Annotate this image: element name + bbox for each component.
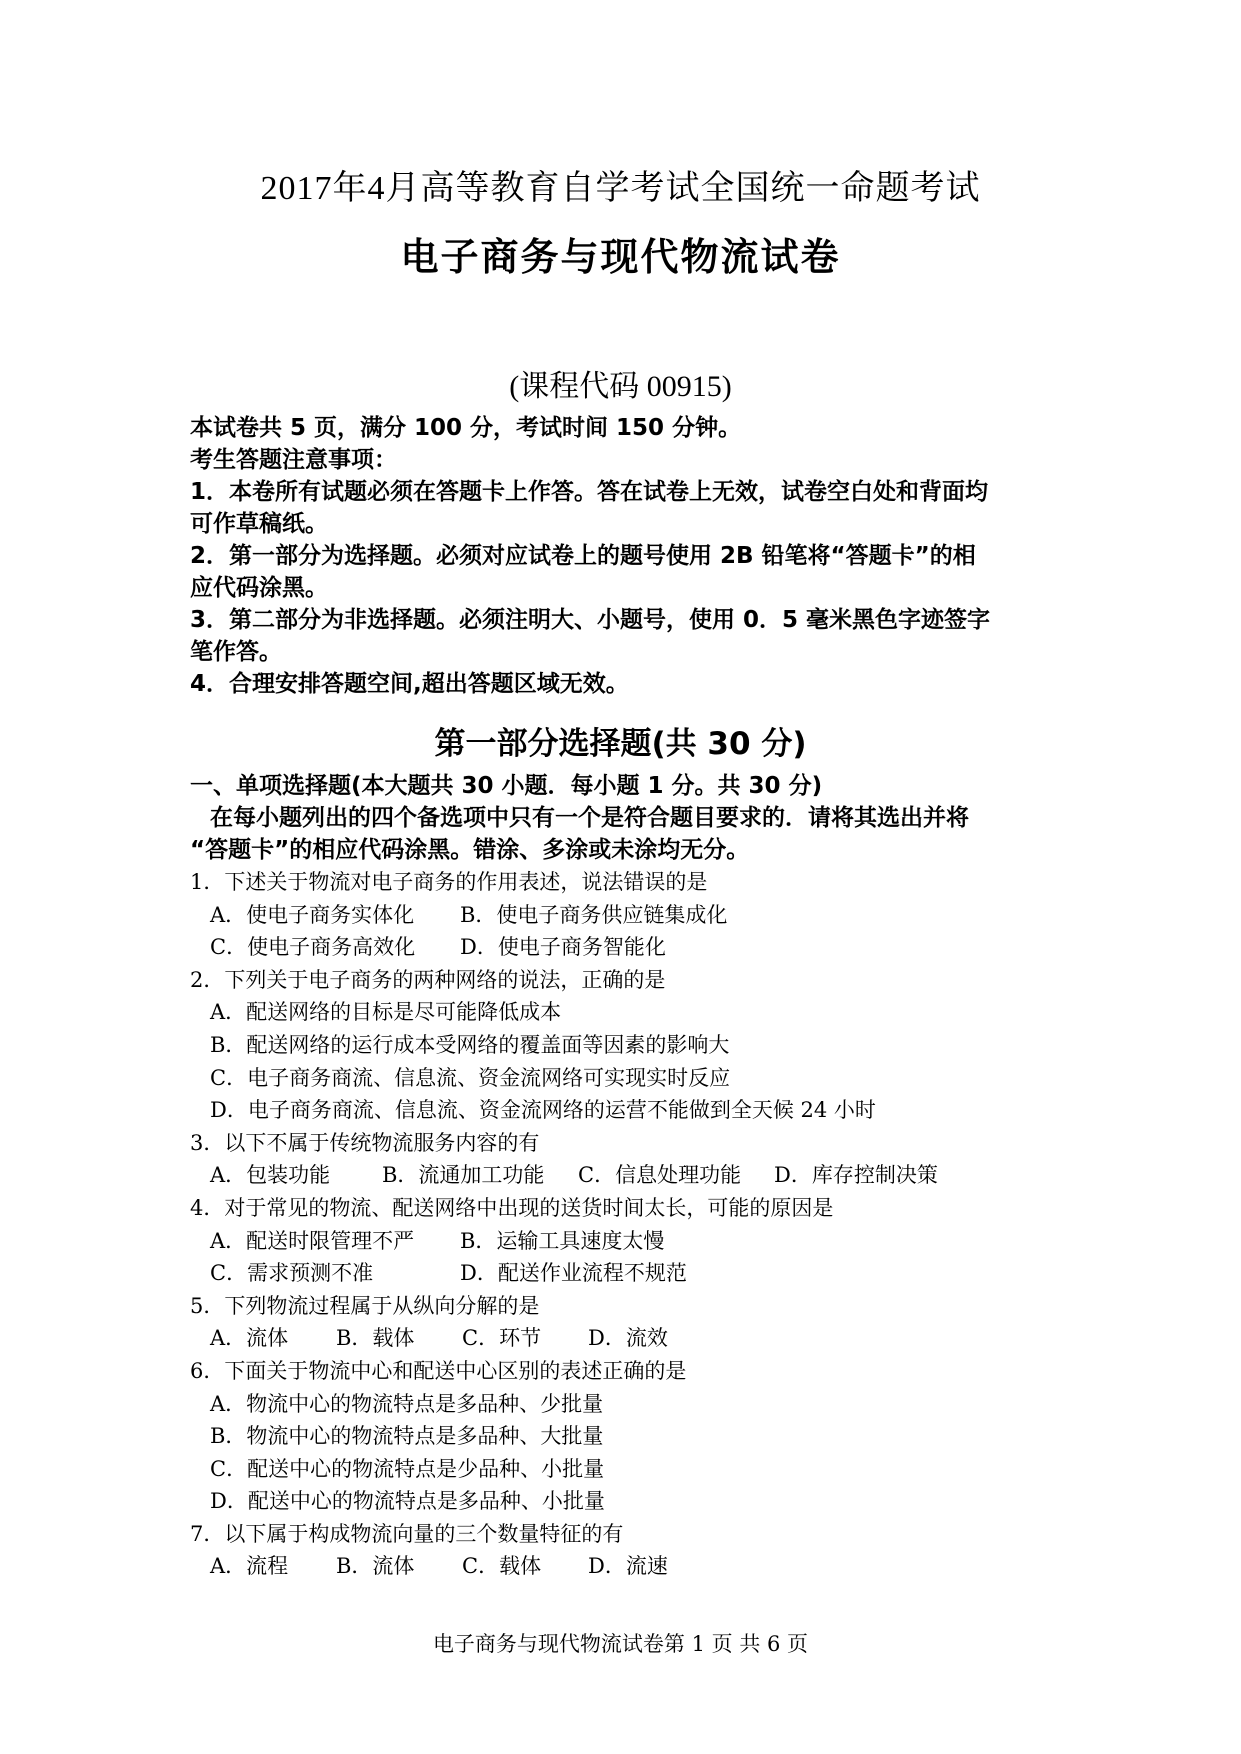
question-stem: 1．下述关于物流对电子商务的作用表述，说法错误的是: [190, 870, 708, 894]
section-single-choice: [190, 770, 1060, 866]
option-c: C．电子商务商流、信息流、资金流网络可实现实时反应: [210, 1065, 731, 1090]
option-c: C．信息处理功能: [578, 1163, 742, 1188]
notice-line: 应代码涂黑。: [190, 575, 328, 601]
option-row: [190, 1225, 1060, 1258]
option-row: [190, 1485, 1060, 1518]
notice-line: 本试卷共 5 页，满分 100 分，考试时间 150 分钟。: [190, 415, 742, 441]
option-row: [190, 1550, 1060, 1583]
notice-line: 2．第一部分为选择题。必须对应试卷上的题号使用 2B 铅笔将“答题卡”的相: [190, 543, 976, 569]
question-list: [190, 866, 1060, 1583]
course-code: (课程代码 00915): [509, 370, 732, 403]
notice-line: 4．合理安排答题空间,超出答题区域无效。: [190, 671, 629, 697]
question-stem: 4．对于常见的物流、配送网络中出现的送货时间太长，可能的原因是: [190, 1195, 834, 1220]
option-c: C．配送中心的物流特点是少品种、小批量: [210, 1456, 605, 1481]
option-row: [190, 1257, 1060, 1290]
option-c: C．环节: [462, 1326, 542, 1351]
option-row: [190, 931, 1060, 964]
option-a: A．流程: [210, 1554, 289, 1579]
option-a: A．配送网络的目标是尽可能降低成本: [210, 1000, 562, 1025]
option-row: [190, 899, 1060, 932]
option-row: [190, 1453, 1060, 1486]
option-c: C．载体: [462, 1554, 542, 1579]
section-instruction: “答题卡”的相应代码涂黑。错涂、多涂或未涂均无分。: [190, 837, 750, 863]
exam-heading: 2017年4月高等教育自学考试全国统一命题考试: [260, 170, 981, 207]
notice-line: 1．本卷所有试题必须在答题卡上作答。答在试卷上无效，试卷空白处和背面均: [190, 479, 989, 505]
question-stem: 2．下列关于电子商务的两种网络的说法，正确的是: [190, 967, 666, 992]
question-stem: 6．下面关于物流中心和配送中心区别的表述正确的是: [190, 1358, 687, 1383]
option-a: A．使电子商务实体化: [210, 902, 415, 927]
option-d: D．电子商务商流、信息流、资金流网络的运营不能做到全天候 24 小时: [210, 1098, 876, 1123]
option-b: B．配送网络的运行成本受网络的覆盖面等因素的影响大: [210, 1032, 730, 1057]
option-row: [190, 1420, 1060, 1453]
section-instruction: 在每小题列出的四个备选项中只有一个是符合题目要求的．请将其选出并将: [210, 805, 969, 831]
option-c: C．需求预测不准: [210, 1261, 374, 1286]
exam-notice: [190, 412, 1060, 700]
notice-line: 考生答题注意事项：: [190, 447, 397, 473]
question-stem: 3．以下不属于传统物流服务内容的有: [190, 1130, 540, 1155]
option-c: C．使电子商务高效化: [210, 935, 416, 960]
option-d: D．库存控制决策: [774, 1163, 938, 1188]
option-row: [190, 996, 1060, 1029]
option-d: D．配送作业流程不规范: [460, 1261, 687, 1286]
paper-title: 电子商务与现代物流试卷: [400, 235, 841, 279]
question-stem: 7．以下属于构成物流向量的三个数量特征的有: [190, 1521, 624, 1546]
option-b: B．载体: [336, 1326, 415, 1351]
option-a: A．配送时限管理不严: [210, 1228, 415, 1253]
option-b: B．流通加工功能: [382, 1163, 545, 1188]
part-one-title: 第一部分选择题(共 30 分): [434, 726, 807, 762]
option-d: D．流速: [588, 1554, 668, 1579]
option-b: B．流体: [336, 1554, 415, 1579]
option-row: [190, 1062, 1060, 1095]
option-b: B．运输工具速度太慢: [460, 1228, 665, 1253]
option-row: [190, 1094, 1060, 1127]
notice-line: 笔作答。: [190, 639, 282, 665]
option-a: A．包装功能: [210, 1163, 331, 1188]
notice-line: 3．第二部分为非选择题。必须注明大、小题号，使用 0．5 毫米黑色字迹签字: [190, 607, 991, 633]
option-b: B．物流中心的物流特点是多品种、大批量: [210, 1424, 604, 1449]
option-d: D．流效: [588, 1326, 668, 1351]
option-a: A．物流中心的物流特点是多品种、少批量: [210, 1391, 604, 1416]
option-d: D．配送中心的物流特点是多品种、小批量: [210, 1489, 605, 1514]
option-row: [190, 1159, 1060, 1192]
section-heading: 一、单项选择题(本大题共 30 小题．每小题 1 分。共 30 分): [190, 773, 823, 799]
notice-line: 可作草稿纸。: [190, 511, 328, 537]
option-row: [190, 1029, 1060, 1062]
page-footer: 电子商务与现代物流试卷第 1 页 共 6 页: [432, 1632, 809, 1656]
option-row: [190, 1322, 1060, 1355]
option-d: D．使电子商务智能化: [460, 935, 666, 960]
option-b: B．使电子商务供应链集成化: [460, 902, 728, 927]
question-stem: 5．下列物流过程属于从纵向分解的是: [190, 1293, 540, 1318]
option-a: A．流体: [210, 1326, 289, 1351]
option-row: [190, 1388, 1060, 1421]
